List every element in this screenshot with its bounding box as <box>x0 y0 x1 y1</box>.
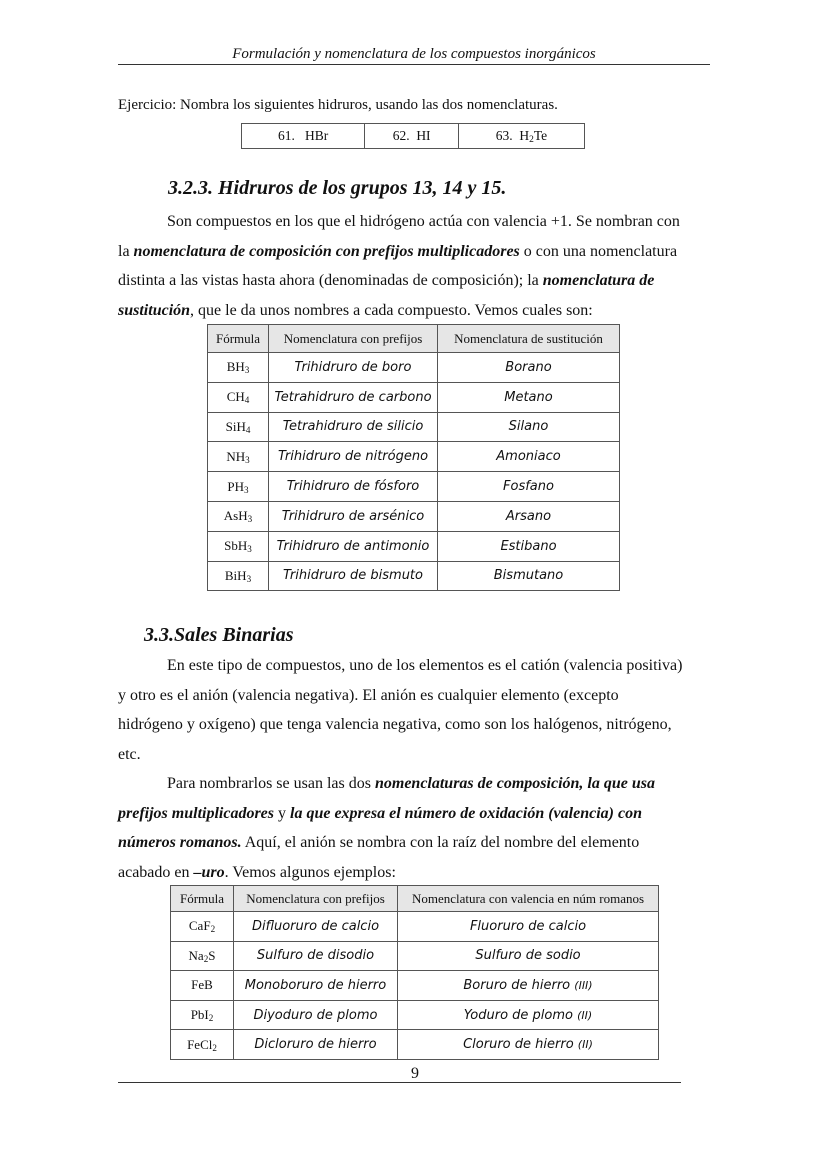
prefix-name-cell: Trihidruro de boro <box>269 353 438 383</box>
formula-cell: FeCl$_2$ <box>171 1030 234 1060</box>
table-row <box>208 353 620 383</box>
valence-name-cell: Boruro de hierro (III) <box>398 971 659 1001</box>
prefix-name-cell: Monoboruro de hierro <box>234 971 398 1001</box>
table-row <box>171 912 659 942</box>
valence-name-cell: Fluoruro de calcio <box>398 912 659 942</box>
prefix-name-cell: Tetrahidruro de carbono <box>269 382 438 412</box>
prefix-name-cell: Difluoruro de calcio <box>234 912 398 942</box>
page-number: 9 <box>411 1065 419 1082</box>
column-header: Fórmula <box>208 325 269 353</box>
formula-cell: $PH_3$ <box>208 472 269 502</box>
substitution-name-cell: Borano <box>438 353 620 383</box>
column-header: Fórmula <box>171 886 234 912</box>
hydrides-table <box>207 324 620 591</box>
roman-numeral: (II) <box>577 1008 593 1022</box>
prefix-name-cell: Trihidruro de bismuto <box>269 561 438 591</box>
section-heading-3-2-3: 3.2.3. Hidruros de los grupos 13, 14 y 15. <box>168 177 507 199</box>
substitution-name-cell: Estibano <box>438 531 620 561</box>
exercise-table <box>241 123 585 149</box>
table-row <box>208 531 620 561</box>
formula-cell: $NH_3$ <box>208 442 269 472</box>
table-header-row <box>208 325 620 353</box>
roman-numeral: (III) <box>574 978 593 992</box>
column-header: Nomenclatura de sustitución <box>438 325 620 353</box>
paragraph-hidruros: Son compuestos en los que el hidrógeno actúa con valencia +1. Se nombran con la nomenclatura de composición con prefijos multiplicadores o con una nomenclatura distinta a las vistas hasta ahora (denominadas de composición); la nomenclatura de sustitución, que le da unos nombres a cada compuesto. Vemos cuales son: <box>118 213 680 319</box>
exercise-cell: 63. $H_2Te$ <box>458 124 584 149</box>
running-header: Formulación y nomenclatura de los compuestos inorgánicos <box>232 46 596 62</box>
prefix-name-cell: Tetrahidruro de silicio <box>269 412 438 442</box>
section-heading-3-3: 3.3.Sales Binarias <box>144 624 294 646</box>
table-row <box>208 382 620 412</box>
table-row <box>208 501 620 531</box>
table-row <box>208 412 620 442</box>
binary-salts-table <box>170 885 659 1060</box>
paragraph-sales-naming: Para nombrarlos se usan las dos nomenclaturas de composición, la que usa prefijos multiplicadores y la que expresa el número de oxidación (valencia) con números romanos. Aquí, el anión se nombra con la raíz del nombre del elemento acabado en –uro. Vemos algunos ejemplos: <box>118 775 655 881</box>
substitution-name-cell: Amoniaco <box>438 442 620 472</box>
substitution-name-cell: Arsano <box>438 501 620 531</box>
paragraph-sales-intro: En este tipo de compuestos, uno de los elementos es el catión (valencia positiva) y otro es el anión (valencia negativa). El anión es cualquier elemento (excepto hidrógeno y oxígeno) que tenga valencia negativa, como son los halógenos, nitrógeno, etc. <box>118 657 683 763</box>
prefix-name-cell: Trihidruro de nitrógeno <box>269 442 438 472</box>
prefix-name-cell: Trihidruro de arsénico <box>269 501 438 531</box>
exercise-prompt: Ejercicio: Nombra los siguientes hidruros, usando las dos nomenclaturas. <box>118 97 558 113</box>
table-row <box>171 1030 659 1060</box>
table-row <box>208 442 620 472</box>
exercise-cell: 62. HI <box>365 124 459 149</box>
prefix-name-cell: Trihidruro de antimonio <box>269 531 438 561</box>
valence-name-cell: Sulfuro de sodio <box>398 941 659 971</box>
exercise-cell: 61. HBr <box>242 124 365 149</box>
formula-cell: BiH$_3$ <box>208 561 269 591</box>
formula-cell: FeB <box>171 971 234 1001</box>
formula-cell: PbI$_2$ <box>171 1000 234 1030</box>
valence-name-cell: Yoduro de plomo (II) <box>398 1000 659 1030</box>
substitution-name-cell: Fosfano <box>438 472 620 502</box>
table-row <box>242 124 585 149</box>
table-row <box>171 971 659 1001</box>
formula-cell: CaF$_2$ <box>171 912 234 942</box>
header-rule <box>118 64 710 65</box>
substitution-name-cell: Bismutano <box>438 561 620 591</box>
prefix-name-cell: Sulfuro de disodio <box>234 941 398 971</box>
substitution-name-cell: Silano <box>438 412 620 442</box>
roman-numeral: (II) <box>577 1038 593 1052</box>
valence-name-cell: Cloruro de hierro (II) <box>398 1030 659 1060</box>
formula-cell: SiH$_4$ <box>208 412 269 442</box>
table-row <box>208 561 620 591</box>
table-header-row <box>171 886 659 912</box>
formula-cell: $Na_2S$ <box>171 941 234 971</box>
formula-cell: AsH$_3$ <box>208 501 269 531</box>
prefix-name-cell: Trihidruro de fósforo <box>269 472 438 502</box>
column-header: Nomenclatura con prefijos <box>234 886 398 912</box>
prefix-name-cell: Diyoduro de plomo <box>234 1000 398 1030</box>
table-row <box>171 941 659 971</box>
formula-cell: $CH_4$ <box>208 382 269 412</box>
substitution-name-cell: Metano <box>438 382 620 412</box>
formula-cell: SbH$_3$ <box>208 531 269 561</box>
formula-cell: $BH_3$ <box>208 353 269 383</box>
table-row <box>171 1000 659 1030</box>
table-row <box>208 472 620 502</box>
column-header: Nomenclatura con prefijos <box>269 325 438 353</box>
footer-rule <box>118 1082 681 1083</box>
column-header: Nomenclatura con valencia en núm romanos <box>398 886 659 912</box>
prefix-name-cell: Dicloruro de hierro <box>234 1030 398 1060</box>
